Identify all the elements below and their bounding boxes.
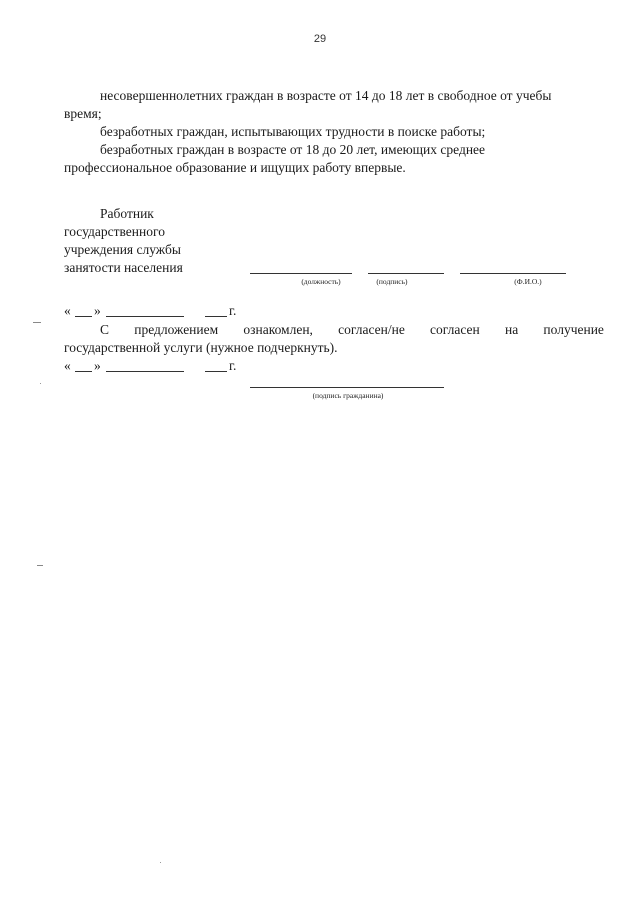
consent-word-4: согласен/не bbox=[338, 322, 405, 337]
consent-word-3: ознакомлен, bbox=[243, 322, 313, 337]
consent-word-6: на bbox=[504, 322, 519, 337]
employee-label-line-2: государственного bbox=[64, 224, 165, 239]
date-1-day-blank bbox=[75, 316, 92, 317]
full-name-blank-line bbox=[460, 273, 566, 274]
consent-word-2: предложением bbox=[134, 322, 219, 337]
date-1-year-suffix: г. bbox=[229, 303, 237, 318]
citizen-signature-caption: (подпись гражданина) bbox=[312, 391, 384, 400]
consent-line-1 bbox=[64, 321, 604, 339]
employee-label-line-3: учреждения службы bbox=[64, 242, 181, 257]
date-1-close-quote: » bbox=[94, 303, 101, 318]
consent-word-5: согласен bbox=[430, 322, 480, 337]
date-2-day-blank bbox=[75, 371, 92, 372]
position-blank-line bbox=[250, 273, 352, 274]
list-item-1-line-1: несовершеннолетних граждан в возрасте от 14 до 18 лет в свободное от учебы bbox=[100, 88, 552, 103]
position-caption: (должность) bbox=[301, 277, 341, 286]
list-item-1-line-2: время; bbox=[64, 106, 102, 121]
date-2-month-blank bbox=[106, 371, 184, 372]
list-item-3-line-2: профессиональное образование и ищущих работу впервые. bbox=[64, 160, 406, 175]
signature-blank-line bbox=[368, 273, 444, 274]
citizen-signature-line bbox=[250, 387, 444, 388]
scan-dot bbox=[40, 383, 41, 384]
employee-label-line-4: занятости населения bbox=[64, 260, 183, 275]
date-1-open-quote: « bbox=[64, 303, 71, 318]
list-item-2: безработных граждан, испытывающих трудности в поиске работы; bbox=[100, 124, 486, 139]
page-number: 29 bbox=[313, 33, 327, 45]
scan-dot bbox=[160, 862, 161, 863]
date-1-month-blank bbox=[106, 316, 184, 317]
consent-word-1: С bbox=[100, 322, 110, 337]
employee-label-line-1: Работник bbox=[100, 206, 154, 221]
date-2-year-blank bbox=[205, 371, 227, 372]
scan-mark bbox=[33, 322, 41, 323]
consent-word-7: получение bbox=[543, 322, 604, 337]
date-2-close-quote: » bbox=[94, 358, 101, 373]
consent-line-2: государственной услуги (нужное подчеркнуть). bbox=[64, 340, 338, 355]
signature-caption: (подпись) bbox=[376, 277, 408, 286]
date-1-year-blank bbox=[205, 316, 227, 317]
date-2-open-quote: « bbox=[64, 358, 71, 373]
list-item-3-line-1: безработных граждан в возрасте от 18 до 20 лет, имеющих среднее bbox=[100, 142, 486, 157]
scan-mark bbox=[37, 565, 43, 566]
date-2-year-suffix: г. bbox=[229, 358, 237, 373]
full-name-caption: (Ф.И.О.) bbox=[514, 277, 542, 286]
